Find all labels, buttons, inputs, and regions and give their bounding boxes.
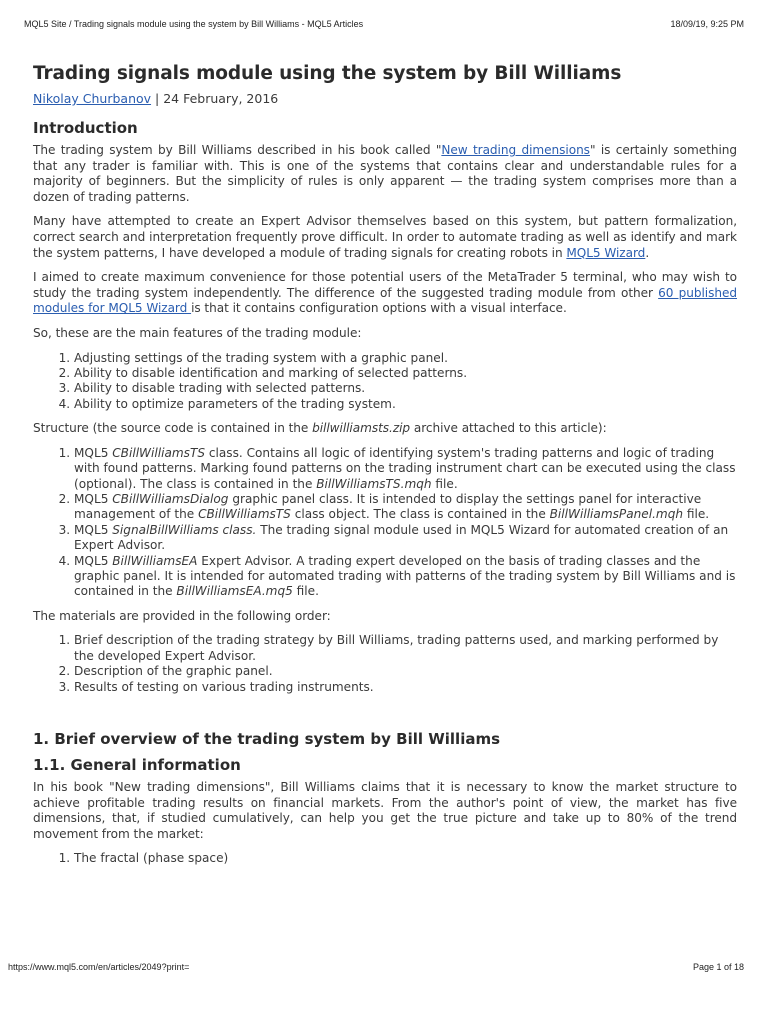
list-item: 2. Description of the graphic panel. (74, 664, 737, 679)
print-footer (8, 962, 744, 972)
text-span: The trading signal module used in MQL5 Wizard for automated creation of an Expert Advisor. (74, 522, 729, 553)
intro-paragraph-1 (33, 143, 737, 205)
page-number: Page 1 of 18 (692, 962, 744, 972)
list-item (74, 492, 737, 523)
intro-paragraph-3 (33, 270, 737, 317)
text-span: . (645, 245, 650, 260)
text-span: MQL5 (74, 491, 113, 506)
mql5-wizard-link[interactable]: MQL5 Wizard (566, 245, 646, 260)
class-name: CBillWilliamsDialog (112, 491, 229, 506)
class-name: SignalBillWilliams class. (112, 522, 257, 537)
section-1-heading: 1. Brief overview of the trading system by Bill Williams (33, 730, 501, 749)
text-span: MQL5 (74, 445, 113, 460)
intro-paragraph-2 (33, 214, 737, 261)
file-name: BillWilliamsTS.mqh (316, 476, 432, 491)
introduction-heading: Introduction (33, 119, 138, 137)
section-1-1-heading: 1.1. General information (33, 756, 241, 775)
list-item: 4. Ability to optimize parameters of the trading system. (74, 397, 737, 412)
list-item: 2. Ability to disable identification and marking of selected patterns. (74, 366, 737, 381)
list-item (74, 554, 737, 600)
text-span: class object. The class is contained in the (290, 507, 550, 522)
text-span: The trading system by Bill Williams described in his book called " (33, 143, 442, 157)
article-content (33, 60, 737, 867)
list-item (74, 446, 737, 492)
structure-list (33, 446, 737, 600)
list-item: 1. The fractal (phase space) (74, 851, 737, 866)
text-span: " is certainly something that any trader is familiar with. This is one of the systems that contains clear and understandable rules for a majority of beginners. But the simplicity of rules is only apparent — the trading system comprises more than a dozen of trading patterns. (33, 143, 738, 204)
list-item: 3. Results of testing on various trading instruments. (74, 680, 737, 695)
print-header-timestamp: 18/09/19, 9:25 PM (670, 19, 744, 29)
page-url: https://www.mql5.com/en/articles/2049?print= (8, 962, 190, 972)
text-span: file. (431, 476, 458, 491)
text-span: is that it contains configuration options with a visual interface. (191, 301, 567, 316)
list-item (74, 523, 737, 554)
text-span: archive attached to this article): (410, 421, 607, 436)
class-name: CBillWilliamsTS (112, 445, 206, 460)
author-link[interactable]: Nikolay Churbanov (33, 91, 152, 106)
text-span: MQL5 (74, 553, 113, 568)
text-span: Many have attempted to create an Expert Advisor themselves based on this system, but pattern formalization, correct search and interpretation frequently prove difficult. In order to automate trading as well as identify and mark the system patterns, I have developed a module of trading signals for creating robots in (33, 214, 737, 260)
new-trading-dimensions-link[interactable]: New trading dimensions (441, 143, 590, 157)
text-span: I aimed to create maximum convenience for those potential users of the MetaTrader 5 terminal, who may wish to study the trading system independently. The difference of the suggested trading module from other (33, 270, 737, 300)
list-item: 1. Brief description of the trading strategy by Bill Williams, trading patterns used, and marking performed by the developed Expert Advisor. (74, 633, 737, 664)
features-intro: So, these are the main features of the trading module: (33, 325, 362, 340)
materials-intro: The materials are provided in the following order: (33, 608, 331, 623)
text-span: file. (292, 584, 319, 599)
text-span: file. (683, 507, 710, 522)
features-list (33, 351, 737, 413)
byline (33, 89, 737, 109)
dimensions-list (33, 851, 737, 866)
text-span: Structure (the source code is contained in the (33, 421, 313, 436)
text-span: MQL5 (74, 522, 113, 537)
text-span: Expert Advisor. A trading expert developed on the basis of trading classes and the graphic panel. It is intended for automated trading with patterns of the trading system by Bill Williams and is contained in the (74, 553, 736, 599)
class-name: CBillWilliamsTS (198, 507, 291, 522)
materials-list (33, 633, 737, 695)
publish-date: | 24 February, 2016 (151, 91, 279, 106)
list-item: 3. Ability to disable trading with selected patterns. (74, 381, 737, 396)
file-name: BillWilliamsPanel.mqh (549, 507, 684, 522)
section-1-1-paragraph: In his book "New trading dimensions", Bill Williams claims that it is necessary to know the market structure to achieve profitable trading results on financial markets. From the author's point of view, the market has five dimensions, that, if studied cumulatively, can help you get the true picture and take up to 80% of the trend movement from the market: (33, 780, 737, 841)
article-title: Trading signals module using the system by Bill Williams (33, 63, 622, 84)
text-span: graphic panel class. It is intended to display the settings panel for interactive management of the (74, 491, 702, 522)
file-name: BillWilliamsEA.mq5 (176, 584, 293, 599)
text-span: class. Contains all logic of identifying system's trading patterns and logic of trading with found patterns. Marking found patterns on the trading instrument chart can be executed using the class (optional). The class is contained in the (74, 445, 736, 491)
list-item: 1. Adjusting settings of the trading system with a graphic panel. (74, 351, 737, 366)
archive-name: billwilliamsts.zip (312, 421, 411, 436)
print-header-title: MQL5 Site / Trading signals module using the system by Bill Williams - MQL5 Articles (24, 19, 364, 29)
structure-intro (33, 421, 737, 437)
class-name: BillWilliamsEA (112, 553, 198, 568)
published-modules-link[interactable]: 60 published modules for MQL5 Wizard (33, 285, 737, 316)
print-header (24, 19, 744, 29)
